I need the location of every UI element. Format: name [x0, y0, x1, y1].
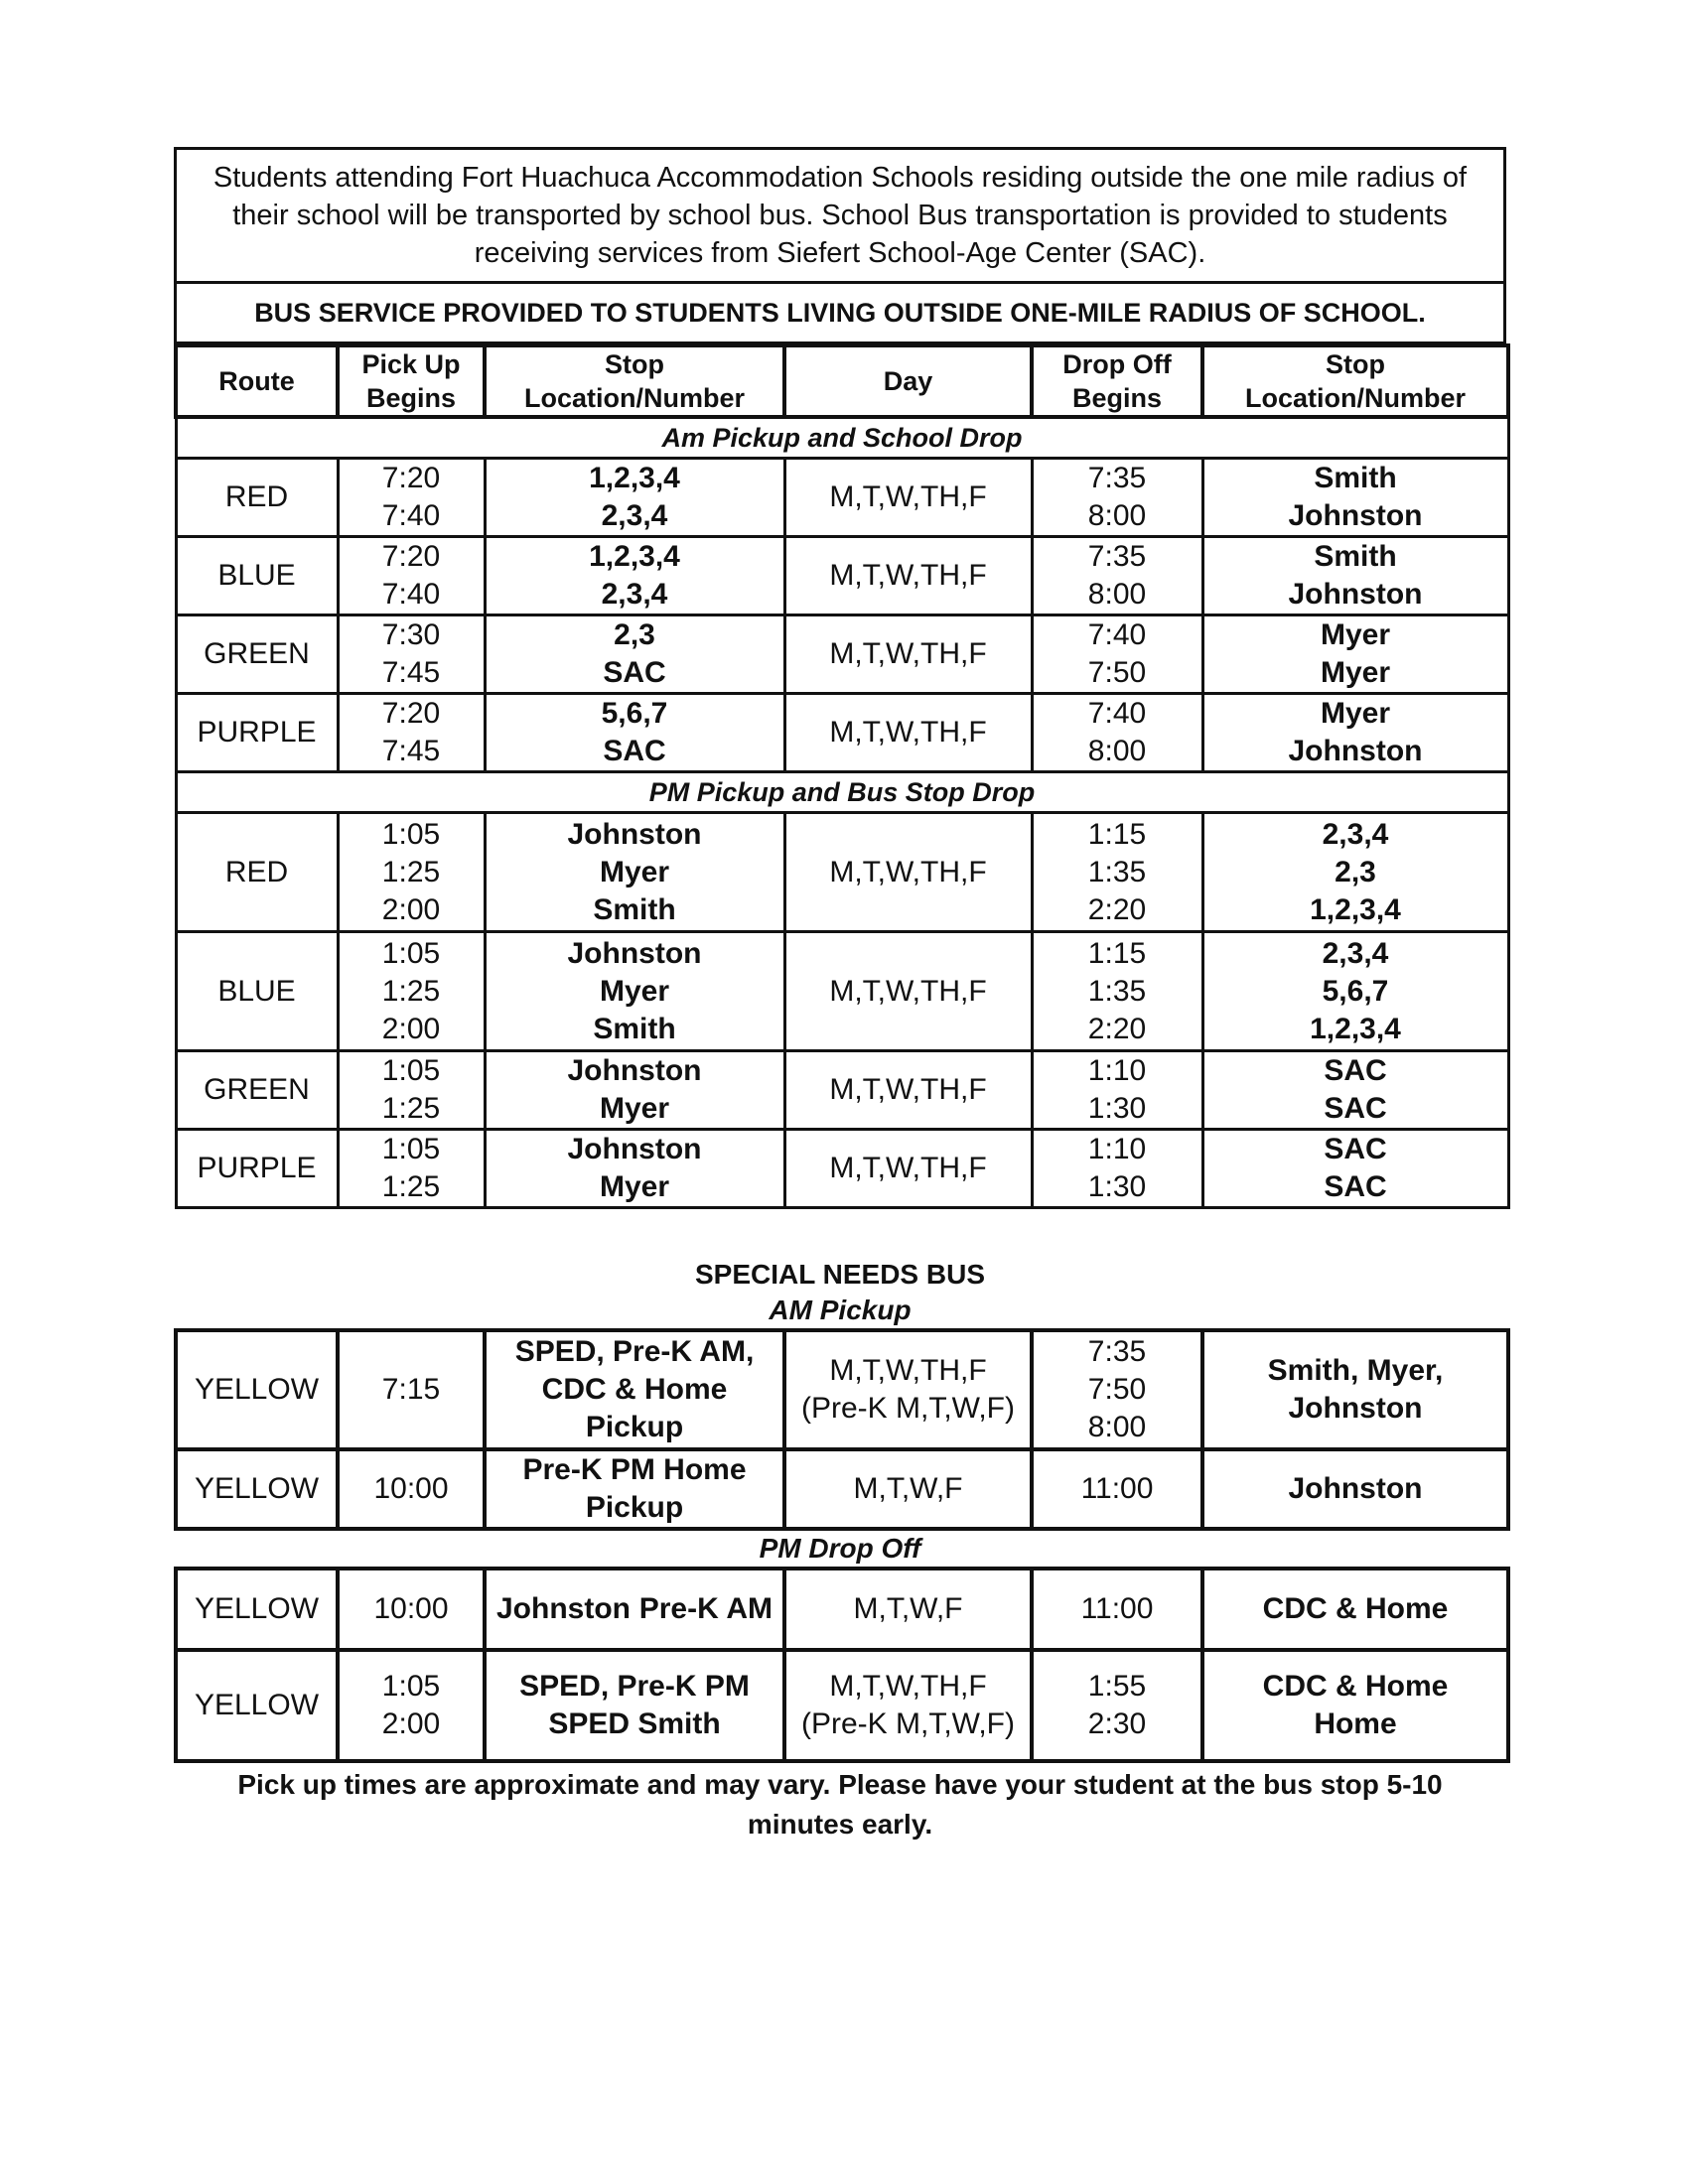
intro-box: [174, 147, 1506, 284]
regular-route-table: [174, 343, 1510, 1209]
notice-text: BUS SERVICE PROVIDED TO STUDENTS LIVING OUTSIDE ONE-MILE RADIUS OF SCHOOL.: [176, 283, 1505, 343]
stop-location-cell: Johnston Myer Smith: [485, 932, 784, 1051]
table-row: [176, 813, 1508, 932]
pickup-time-cell: 10:00: [338, 1569, 485, 1650]
stop-location-cell: Johnston Pre-K AM: [485, 1569, 784, 1650]
header-stop-location-2: Stop Location/Number: [1202, 345, 1508, 417]
destination-cell: Smith Johnston: [1202, 537, 1508, 615]
destination-cell: SAC SAC: [1202, 1051, 1508, 1130]
destination-cell: Johnston: [1202, 1449, 1508, 1529]
destination-cell: Smith, Myer, Johnston: [1202, 1330, 1508, 1449]
table-row: [176, 1569, 1508, 1650]
route-cell: GREEN: [176, 1051, 338, 1130]
table-header-row: [176, 345, 1508, 417]
special-pm-label: PM Drop Off: [759, 1533, 921, 1564]
route-cell: BLUE: [176, 932, 338, 1051]
bus-schedule-document: [174, 147, 1506, 1844]
intro-text: Students attending Fort Huachuca Accommodation Schools residing outside the one mile radius of their school will be transported by school bus. School Bus transportation is provided to students receiving services from Siefert School-Age Center (SAC).: [176, 149, 1505, 283]
route-cell: BLUE: [176, 537, 338, 615]
destination-cell: Smith Johnston: [1202, 459, 1508, 537]
dropoff-time-cell: 7:35 8:00: [1032, 537, 1202, 615]
stop-location-cell: SPED, Pre-K PM SPED Smith: [485, 1650, 784, 1761]
dropoff-time-cell: 11:00: [1032, 1569, 1202, 1650]
stop-location-cell: SPED, Pre-K AM, CDC & Home Pickup: [485, 1330, 784, 1449]
pickup-time-cell: 1:05 2:00: [338, 1650, 485, 1761]
destination-cell: 2,3,4 2,3 1,2,3,4: [1202, 813, 1508, 932]
pickup-time-cell: 1:05 1:25: [338, 1051, 485, 1130]
stop-location-cell: 1,2,3,4 2,3,4: [485, 459, 784, 537]
table-row: [176, 537, 1508, 615]
destination-cell: Myer Johnston: [1202, 694, 1508, 772]
day-cell: M,T,W,TH,F: [784, 615, 1032, 694]
dropoff-time-cell: 7:35 8:00: [1032, 459, 1202, 537]
stop-location-cell: 5,6,7 SAC: [485, 694, 784, 772]
dropoff-time-cell: 1:10 1:30: [1032, 1051, 1202, 1130]
stop-location-cell: Johnston Myer: [485, 1051, 784, 1130]
destination-cell: 2,3,4 5,6,7 1,2,3,4: [1202, 932, 1508, 1051]
dropoff-time-cell: 1:15 1:35 2:20: [1032, 813, 1202, 932]
table-row: [176, 1449, 1508, 1529]
dropoff-time-cell: 1:15 1:35 2:20: [1032, 932, 1202, 1051]
stop-location-cell: Pre-K PM Home Pickup: [485, 1449, 784, 1529]
dropoff-time-cell: 7:40 7:50: [1032, 615, 1202, 694]
route-cell: GREEN: [176, 615, 338, 694]
table-row: [176, 1330, 1508, 1449]
special-am-table: [174, 1328, 1510, 1531]
pickup-time-cell: 7:15: [338, 1330, 485, 1449]
stop-location-cell: 2,3 SAC: [485, 615, 784, 694]
dropoff-time-cell: 7:35 7:50 8:00: [1032, 1330, 1202, 1449]
pickup-time-cell: 1:05 1:25: [338, 1130, 485, 1208]
day-cell: M,T,W,TH,F: [784, 1130, 1032, 1208]
destination-cell: SAC SAC: [1202, 1130, 1508, 1208]
table-row: [176, 1130, 1508, 1208]
table-row: [176, 1650, 1508, 1761]
day-cell: M,T,W,TH,F: [784, 932, 1032, 1051]
day-cell: M,T,W,TH,F: [784, 694, 1032, 772]
header-pickup: Pick Up Begins: [338, 345, 485, 417]
destination-cell: CDC & Home: [1202, 1569, 1508, 1650]
pm-section-row: [176, 772, 1508, 813]
route-cell: PURPLE: [176, 1130, 338, 1208]
route-cell: YELLOW: [176, 1569, 338, 1650]
table-row: [176, 694, 1508, 772]
route-cell: RED: [176, 813, 338, 932]
table-row: [176, 1051, 1508, 1130]
pickup-time-cell: 7:20 7:45: [338, 694, 485, 772]
dropoff-time-cell: 1:55 2:30: [1032, 1650, 1202, 1761]
header-stop-location: Stop Location/Number: [485, 345, 784, 417]
pickup-time-cell: 1:05 1:25 2:00: [338, 813, 485, 932]
route-cell: YELLOW: [176, 1330, 338, 1449]
route-cell: PURPLE: [176, 694, 338, 772]
day-cell: M,T,W,TH,F: [784, 813, 1032, 932]
day-cell: M,T,W,TH,F: [784, 459, 1032, 537]
stop-location-cell: Johnston Myer Smith: [485, 813, 784, 932]
pickup-time-cell: 7:30 7:45: [338, 615, 485, 694]
header-route: Route: [176, 345, 338, 417]
special-needs-title: SPECIAL NEEDS BUS: [695, 1259, 985, 1290]
route-cell: YELLOW: [176, 1449, 338, 1529]
notice-box: [174, 281, 1506, 344]
day-cell: M,T,W,F: [784, 1569, 1032, 1650]
route-cell: RED: [176, 459, 338, 537]
table-row: [176, 615, 1508, 694]
header-day: Day: [784, 345, 1032, 417]
dropoff-time-cell: 7:40 8:00: [1032, 694, 1202, 772]
pickup-time-cell: 1:05 1:25 2:00: [338, 932, 485, 1051]
pickup-time-cell: 7:20 7:40: [338, 537, 485, 615]
header-dropoff: Drop Off Begins: [1032, 345, 1202, 417]
day-cell: M,T,W,F: [784, 1449, 1032, 1529]
table-row: [176, 932, 1508, 1051]
table-row: [176, 459, 1508, 537]
pm-section-row-label: PM Pickup and Bus Stop Drop: [176, 772, 1508, 813]
day-cell: M,T,W,TH,F: [784, 537, 1032, 615]
am-section-row-label: Am Pickup and School Drop: [176, 417, 1508, 459]
dropoff-time-cell: 11:00: [1032, 1449, 1202, 1529]
destination-cell: Myer Myer: [1202, 615, 1508, 694]
pickup-time-cell: 10:00: [338, 1449, 485, 1529]
dropoff-time-cell: 1:10 1:30: [1032, 1130, 1202, 1208]
day-cell: M,T,W,TH,F (Pre-K M,T,W,F): [784, 1650, 1032, 1761]
route-cell: YELLOW: [176, 1650, 338, 1761]
am-section-row: [176, 417, 1508, 459]
pickup-time-cell: 7:20 7:40: [338, 459, 485, 537]
special-am-label: AM Pickup: [769, 1295, 912, 1325]
day-cell: M,T,W,TH,F: [784, 1051, 1032, 1130]
day-cell: M,T,W,TH,F (Pre-K M,T,W,F): [784, 1330, 1032, 1449]
footer-note: Pick up times are approximate and may vary. Please have your student at the bus stop 5-10 minutes early.: [237, 1769, 1443, 1840]
special-pm-table: [174, 1567, 1510, 1763]
stop-location-cell: Johnston Myer: [485, 1130, 784, 1208]
destination-cell: CDC & Home Home: [1202, 1650, 1508, 1761]
stop-location-cell: 1,2,3,4 2,3,4: [485, 537, 784, 615]
